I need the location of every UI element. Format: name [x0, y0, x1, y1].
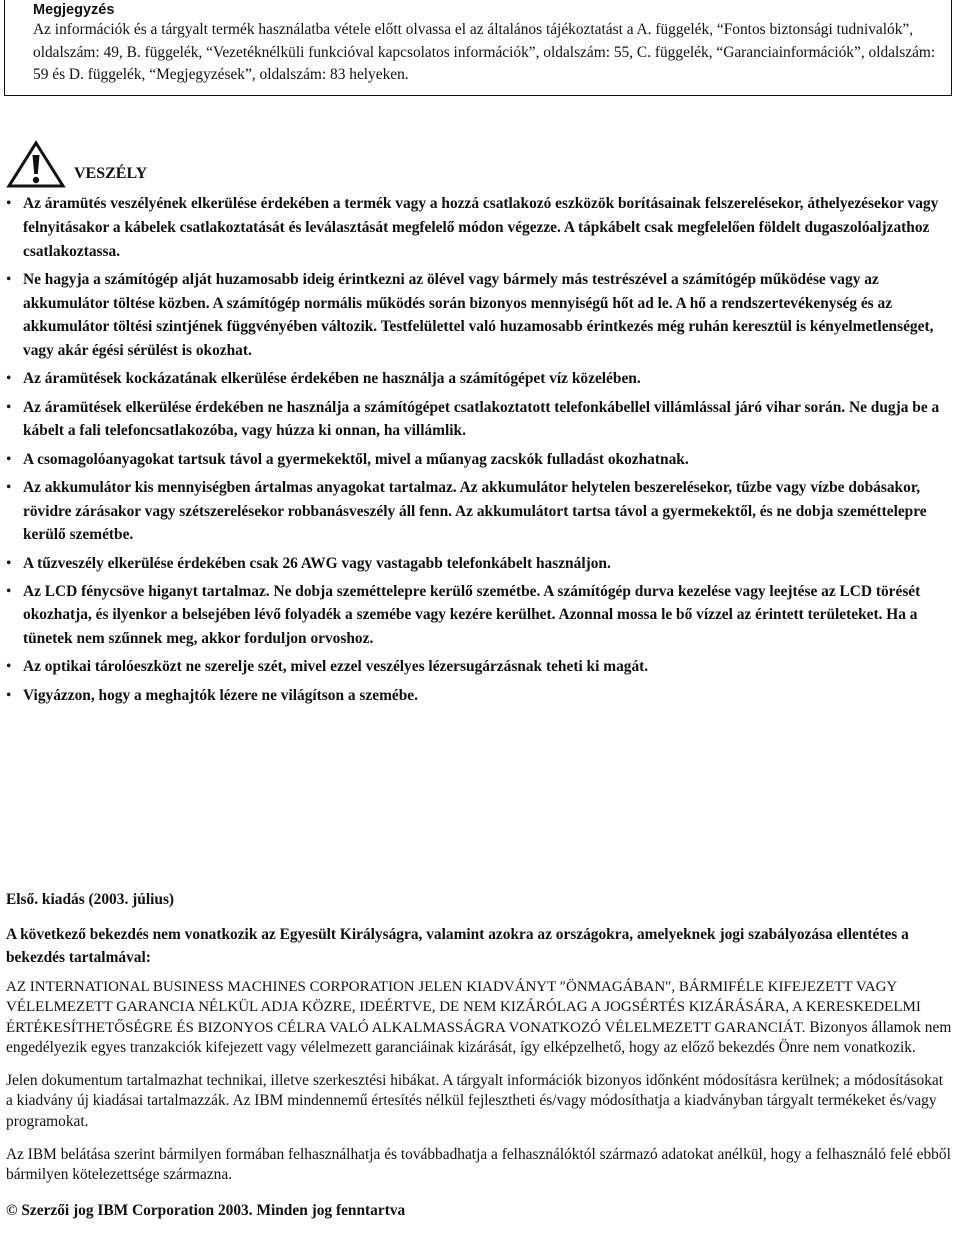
- danger-item: • A tűzveszély elkerülése érdekében csak 26 AWG vagy vastagabb telefonkábelt használjon.: [6, 552, 952, 576]
- danger-item: • A csomagolóanyagokat tartsuk távol a gyermekektől, mivel a műanyag zacskók fulladást okozhatnak.: [6, 448, 952, 472]
- warning-triangle-icon: [6, 140, 66, 188]
- danger-item: • Az áramütés veszélyének elkerülése érdekében a termék vagy a hozzá csatlakozó eszközök borításainak felszerelésekor, áthelyezésekor vagy felnyitásakor a kábelek csatlakoztatását és leválasztását megfelelő módon végezze. A tápkábelt csak megfelelően földelt dugaszolóaljzathoz csatlakoztassa.: [6, 192, 952, 263]
- usage-paragraph: Az IBM belátása szerint bármilyen formában felhasználhatja és továbbadhatja a felhasználóktól származó adatokat anélkül, hogy a felhasználó felé ebből bármilyen kötelezettsége származna.: [6, 1146, 951, 1184]
- danger-header: [6, 140, 206, 192]
- disclaimer: [6, 977, 952, 1058]
- danger-item: • Vigyázzon, hogy a meghajtók lézere ne világítson a szemébe.: [6, 684, 952, 708]
- disclaimer-rest: Bizonyos államok nem engedélyezik egyes tranzakciók kifejezett vagy vélelmezett garanciáinak kizárását, így elképzelhető, hogy az előző bekezdés Önre nem vonatkozik.: [6, 1018, 952, 1056]
- danger-list: [6, 192, 952, 707]
- danger-item: • Az optikai tárolóeszközt ne szerelje szét, mivel ezzel veszélyes lézersugárzásnak teheti ki magát.: [6, 655, 952, 679]
- danger-item: • Ne hagyja a számítógép alját huzamosabb ideig érintkezni az ölével vagy bármely más testrészével a számítógép működése vagy az akkumulátor töltése közben. A számítógép normális működés során bizonyos mennyiségű hőt ad le. A hő a rendszertevékenység és az akkumulátor töltési szintjének függvényében változik. Testfelülettel való huzamosabb érintkezés még ruhán keresztül is kényelmetlenséget, vagy akár égési sérülést is okozhat.: [6, 268, 952, 363]
- danger-title: VESZÉLY: [74, 165, 148, 182]
- errors-paragraph: Jelen dokumentum tartalmazhat technikai, illetve szerkesztési hibákat. A tárgyalt információk bizonyos időnként módosításra kerülnek; a módosításokat a kiadvány új kiadásai tartalmazzák. Az IBM mindennemű értesítés nélkül fejlesztheti és/vagy módosíthatja a kiadványban tárgyalt termékeket és/vagy programokat.: [6, 1072, 944, 1130]
- note-title: Megjegyzés: [33, 2, 115, 18]
- copyright-line: © Szerzői jog IBM Corporation 2003. Minden jog fenntartva: [6, 1201, 406, 1219]
- danger-item: • Az akkumulátor kis mennyiségben ártalmas anyagokat tartalmaz. Az akkumulátor helytelen beszerelésekor, tűzbe vagy vízbe dobásakor, rövidre zárásakor vagy szétszerelésekor robbanásveszély áll fenn. Az akkumulátort tartsa távol a gyermekektől, és ne dobja szeméttelepre kerülő szemétbe.: [6, 476, 952, 547]
- clause-intro: A következő bekezdés nem vonatkozik az Egyesült Királyságra, valamint azokra az országokra, amelyeknek jogi szabályozása ellentétes a bekezdés tartalmával:: [6, 926, 909, 966]
- disclaimer-caps: AZ INTERNATIONAL BUSINESS MACHINES CORPORATION JELEN KIADVÁNYT ″ÖNMAGÁBAN″, BÁRMIFÉLE KIFEJEZETT VAGY VÉLELMEZETT GARANCIA NÉLKÜL ADJA KÖZRE, IDEÉRTVE, DE NEM KIZÁRÓLAG A JOGSÉRTÉS KIZÁRÁSÁRA, A KERESKEDELMI ÉRTÉKESÍTHETŐSÉGRE ÉS BIZONYOS CÉLRA VALÓ ALKALMASSÁGRA VONATKOZÓ VÉLELMEZETT GARANCIÁT.: [6, 979, 921, 1036]
- edition-line: Első. kiadás (2003. július): [6, 891, 175, 908]
- note-box: [4, 0, 952, 96]
- note-text: Az információk és a tárgyalt termék használatba vétele előtt olvassa el az általános tájékoztatást a A. függelék, “Fontos biztonsági tudnivalók”, oldalszám: 49, B. függelék, “Vezetéknélküli funkcióval kapcsolatos információk”, oldalszám: 55, C. függelék, “Garanciainformációk”, oldalszám: 59 és D. függelék, “Megjegyzések”, oldalszám: 83 helyeken.: [33, 21, 936, 83]
- danger-item: • Az áramütések elkerülése érdekében ne használja a számítógépet csatlakoztatott telefonkábellel villámlással járó vihar során. Ne dugja be a kábelt a fali telefoncsatlakozóba, vagy húzza ki onnan, ha villámlik.: [6, 396, 952, 444]
- danger-item: • Az LCD fénycsöve higanyt tartalmaz. Ne dobja szeméttelepre kerülő szemétbe. A számítógép durva kezelése vagy leejtése az LCD törését okozhatja, és ilyenkor a belsejében lévő folyadék a szemébe vagy kezére kerülhet. Azonnal mossa le bő vízzel az érintett területeket. Ha a tünetek nem szűnnek meg, akkor forduljon orvoshoz.: [6, 580, 952, 651]
- legal-footer: [6, 887, 952, 1222]
- danger-item: • Az áramütések kockázatának elkerülése érdekében ne használja a számítógépet víz közelében.: [6, 367, 952, 391]
